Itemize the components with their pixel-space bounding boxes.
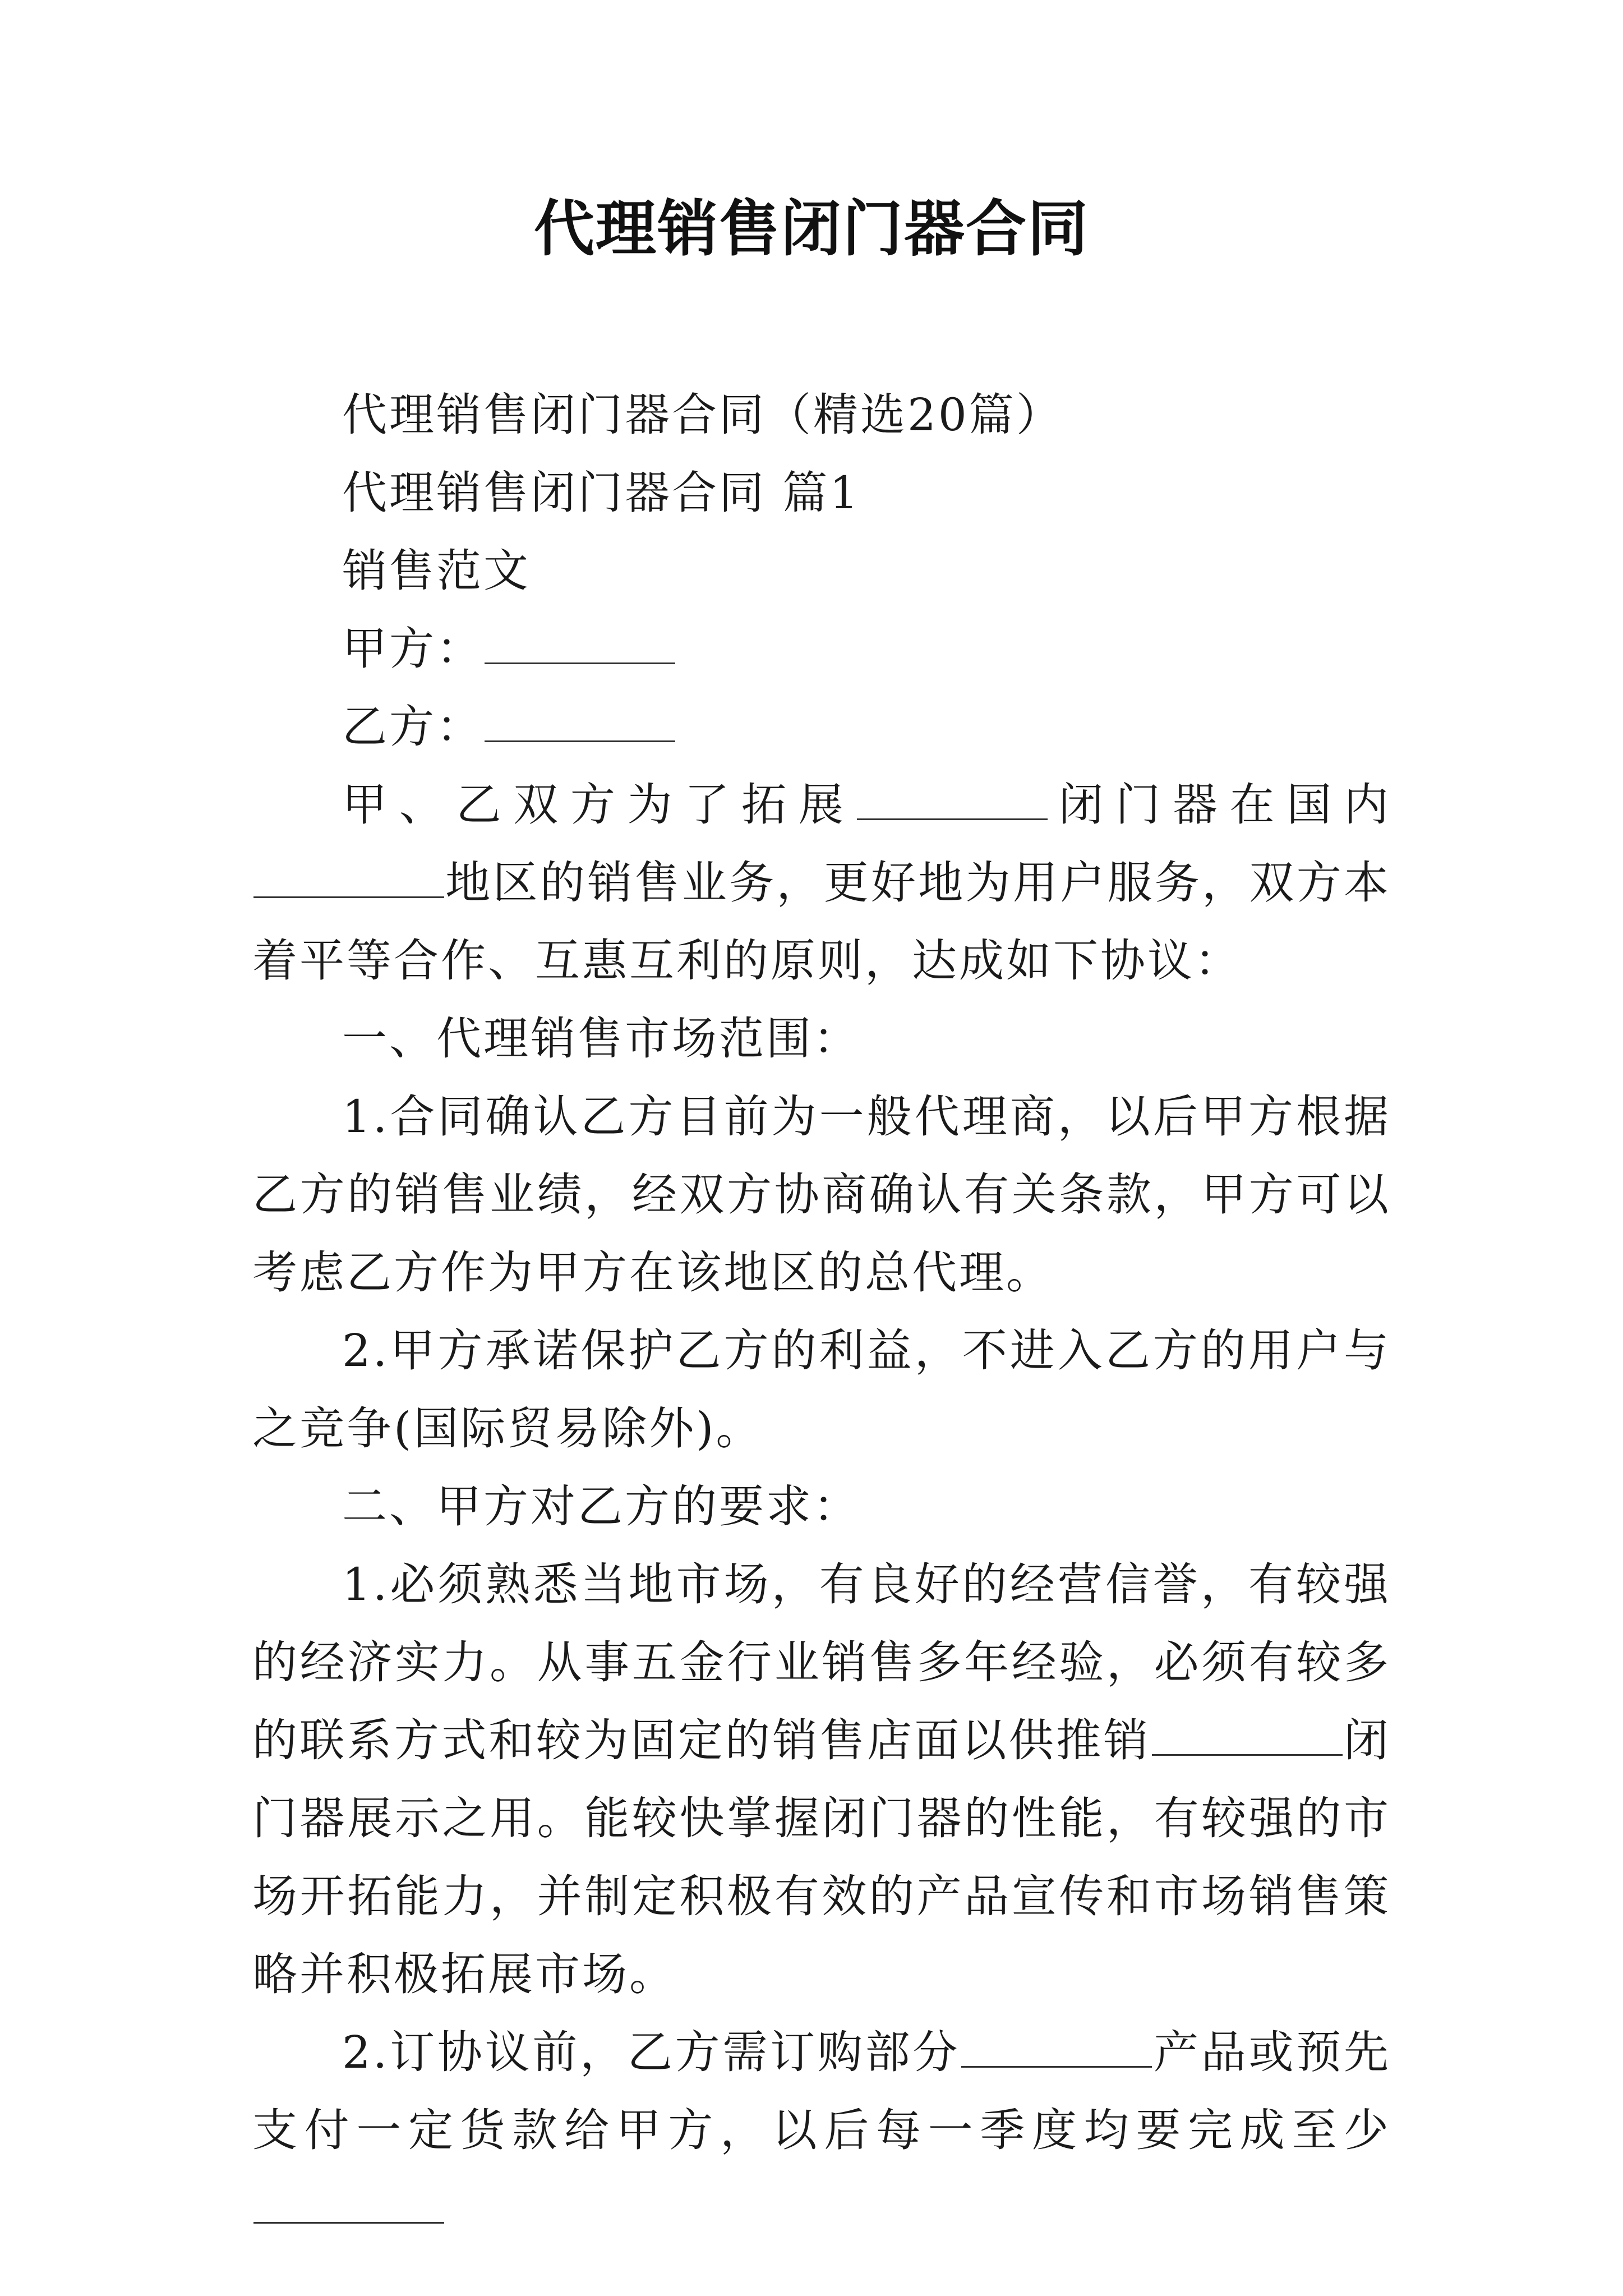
party-a-label: 甲方： [342, 623, 483, 675]
section2-heading: 二、甲方对乙方的要求： [342, 1480, 860, 1533]
section2-item2-part1: 2.订协议前，乙方需订购部分 [342, 2026, 961, 2078]
intro-part2: 闭门器在国内 [1048, 779, 1391, 831]
section1-heading: 一、代理销售市场范围： [342, 1013, 860, 1065]
region-blank [253, 858, 444, 898]
sample-label: 销售范文 [342, 545, 531, 597]
party-b-line [252, 688, 1391, 766]
intro-paragraph [252, 766, 1391, 1000]
section-heading: 代理销售闭门器合同 篇1 [342, 467, 861, 519]
intro-part3: 地区的销售业务，更好地为用户服务，双方本着平等合作、互惠互利的原则，达成如下协议： [252, 857, 1391, 987]
document-title: 代理销售闭门器合同 [533, 194, 1089, 264]
party-a-blank [485, 624, 675, 664]
intro-part1: 甲、乙双方为了拓展 [342, 779, 856, 831]
party-b-blank [485, 702, 675, 742]
document-body [252, 376, 1391, 2247]
party-a-line [252, 610, 1391, 688]
order-blank [961, 2028, 1152, 2068]
product-blank [1152, 1716, 1343, 1756]
section2-item2-part2: 产品或预先支付一定货款给甲方，以后每一季度均要完成至少 [252, 2026, 1391, 2156]
brand-blank [857, 780, 1048, 820]
section2-item1 [252, 1545, 1391, 2013]
party-b-label: 乙方： [342, 701, 483, 753]
section2-item1-part1: 1.必须熟悉当地市场，有良好的经营信誉，有较强的经济实力。从事五金行业销售多年经验，必须有较多的联系方式和较为固定的销售店面以供推销 [252, 1558, 1391, 1766]
section1-item2: 2.甲方承诺保护乙方的利益，不进入乙方的用户与之竞争(国际贸易除外)。 [252, 1324, 1391, 1455]
subtitle-line: 代理销售闭门器合同（精选20篇） [342, 389, 1063, 441]
section1-item1: 1.合同确认乙方目前为一般代理商，以后甲方根据乙方的销售业绩，经双方协商确认有关条款，甲方可以考虑乙方作为甲方在该地区的总代理。 [252, 1091, 1391, 1299]
section2-item2 [252, 2013, 1391, 2247]
quota-blank [253, 2184, 444, 2224]
section2-item1-part2: 闭门器展示之用。能较快掌握闭门器的性能，有较强的市场开拓能力，并制定积极有效的产品宣传和市场销售策略并积极拓展市场。 [252, 1714, 1391, 2000]
